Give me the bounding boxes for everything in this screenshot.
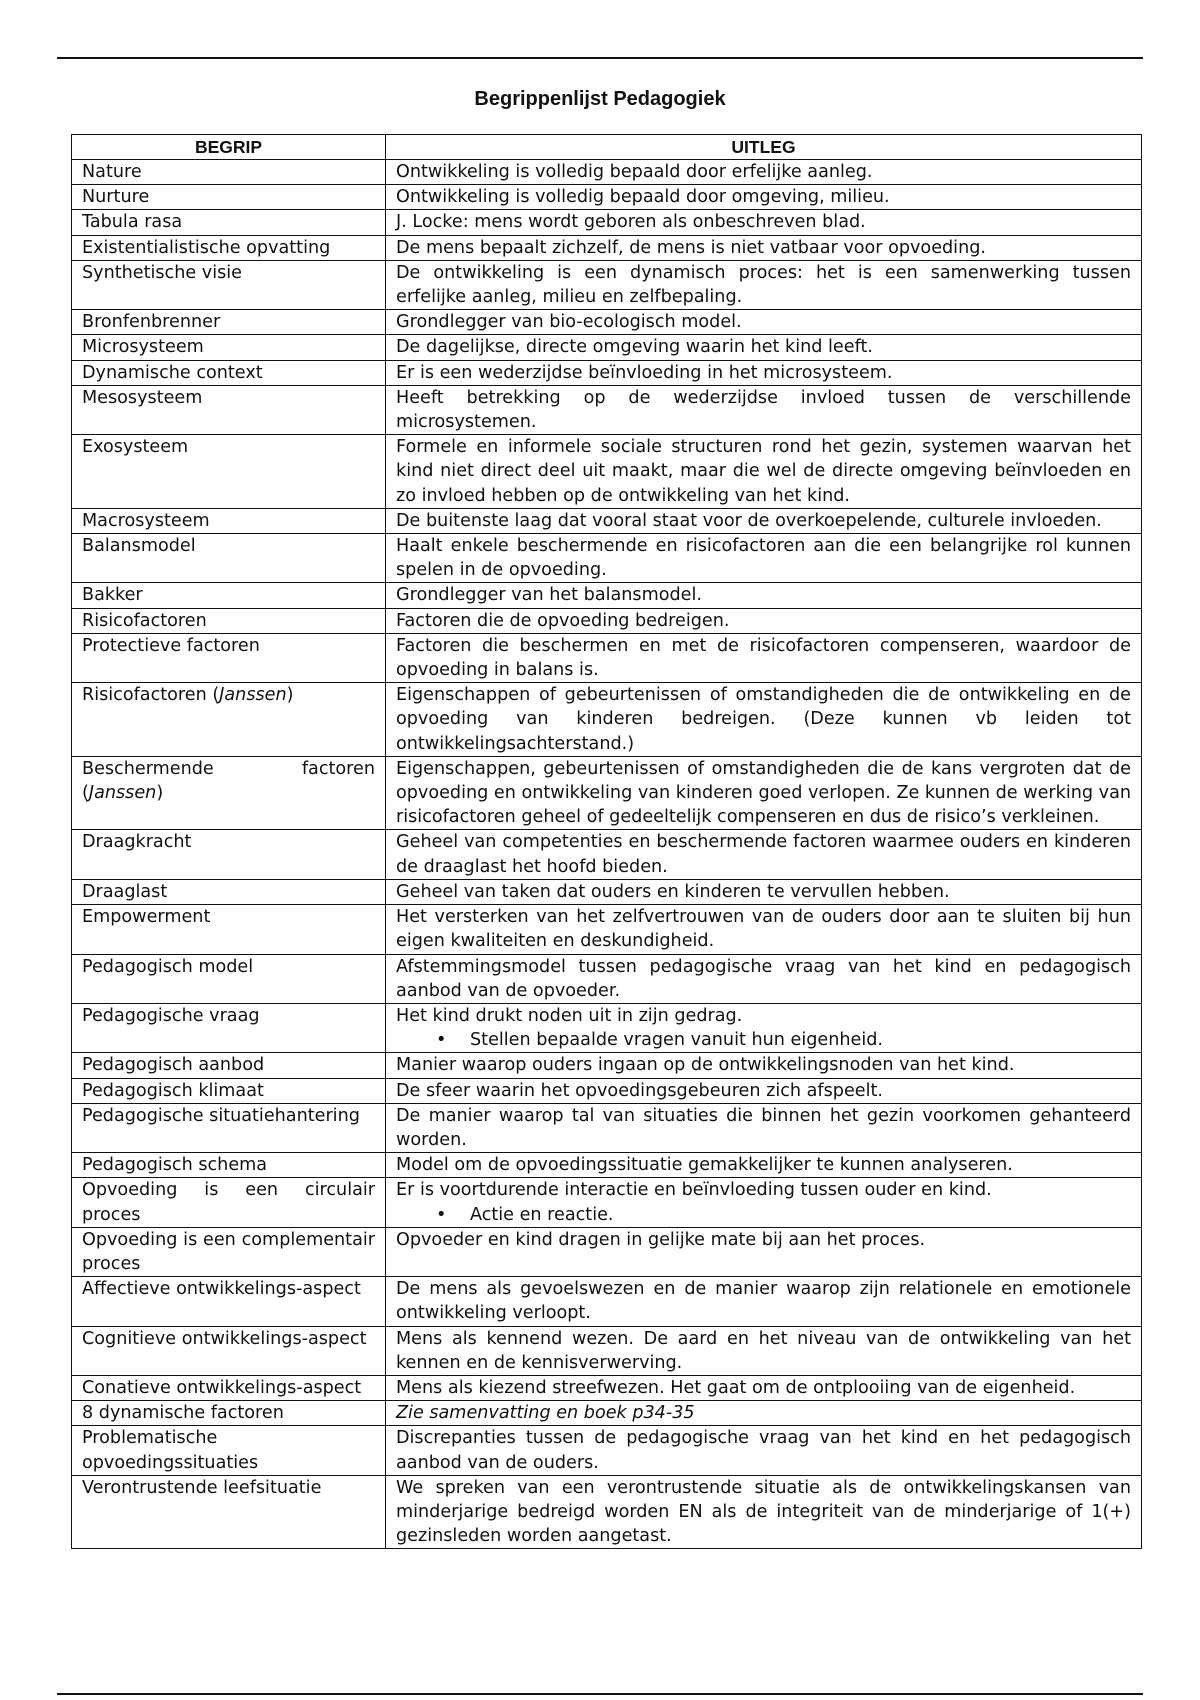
term-text: Conatieve ontwikkelings-aspect (82, 1377, 362, 1398)
table-row (72, 1426, 1142, 1475)
term-text: Protectieve factoren (82, 635, 260, 656)
table-row (72, 954, 1142, 1003)
explanation-cell (386, 260, 1142, 309)
term-text: Exosysteem (82, 437, 189, 458)
explanation-cell (386, 1053, 1142, 1078)
explanation-text: Formele en informele sociale structuren rond het gezin, systemen waarvan het kind niet direct deel uit maakt, maar die wel de directe omgeving beïnvloeden en zo invloed hebben op de ontwikkeling van het kind. (396, 437, 1131, 506)
table-row (72, 608, 1142, 633)
table-row (72, 1277, 1142, 1326)
term-text: Nature (82, 162, 142, 182)
bullet-list (396, 1203, 1131, 1227)
explanation-cell (386, 534, 1142, 583)
explanation-text: Eigenschappen, gebeurtenissen of omstandigheden die de kans vergroten dat de opvoeding en ontwikkeling van kinderen goed verlopen. Ze kunnen de werking van risicofactoren geheel of gedeeltelijk compenseren en dus de risico’s verkleinen. (396, 758, 1131, 828)
bullet-list (396, 1028, 1131, 1052)
explanation-text: Geheel van taken dat ouders en kinderen te vervullen hebben. (396, 881, 950, 902)
table-row (72, 1153, 1142, 1178)
term-cell (72, 905, 386, 954)
explanation-text: Factoren die de opvoeding bedreigen. (396, 610, 730, 631)
column-header-explanation: UITLEG (386, 135, 1142, 160)
explanation-text: Zie samenvatting en boek p34-35 (396, 1403, 695, 1424)
table-row (72, 1053, 1142, 1078)
term-cell (72, 1003, 386, 1052)
term-text: Synthetische visie (82, 262, 242, 283)
page-title: Begrippenlijst Pedagogiek (474, 88, 726, 110)
explanation-cell (386, 508, 1142, 533)
explanation-text: Discrepanties tussen de pedagogische vraag van het kind en het pedagogisch aanbod van de ouders. (396, 1428, 1131, 1473)
explanation-cell (386, 1426, 1142, 1475)
explanation-text: Mens als kennend wezen. De aard en het niveau van de ontwikkeling van het kennen en de kennisverwerving. (396, 1328, 1131, 1373)
term-text: Pedagogisch aanbod (82, 1055, 265, 1076)
term-cell (72, 633, 386, 682)
explanation-cell (386, 1078, 1142, 1103)
explanation-cell (386, 1153, 1142, 1178)
explanation-text: De mens bepaalt zichzelf, de mens is niet vatbaar voor opvoeding. (396, 237, 986, 258)
table-row (72, 335, 1142, 360)
term-text: Cognitieve ontwikkelings-aspect (82, 1328, 367, 1349)
term-text: Draagkracht (82, 832, 192, 853)
term-text: Balansmodel (82, 536, 196, 557)
explanation-text: Er is voortdurende interactie en beïnvloeding tussen ouder en kind. (396, 1180, 992, 1201)
explanation-cell (386, 210, 1142, 235)
table-row (72, 508, 1142, 533)
term-text: Pedagogische vraag (82, 1005, 260, 1026)
explanation-cell (386, 160, 1142, 185)
explanation-text: Opvoeder en kind dragen in gelijke mate bij aan het proces. (396, 1229, 926, 1250)
table-row (72, 830, 1142, 879)
glossary-body (72, 160, 1142, 1549)
explanation-cell (386, 756, 1142, 830)
explanation-text: Manier waarop ouders ingaan op de ontwikkelingsnoden van het kind. (396, 1055, 1015, 1076)
explanation-cell (386, 1227, 1142, 1276)
term-cell (72, 954, 386, 1003)
explanation-cell (386, 583, 1142, 608)
table-row (72, 633, 1142, 682)
column-header-term: BEGRIP (72, 135, 386, 160)
table-row (72, 260, 1142, 309)
table-row (72, 310, 1142, 335)
term-author: Janssen (219, 685, 287, 706)
explanation-text: Grondlegger van het balansmodel. (396, 585, 702, 606)
term-cell (72, 683, 386, 757)
term-cell (72, 260, 386, 309)
term-text: Draaglast (82, 881, 168, 902)
top-rule (57, 57, 1143, 59)
explanation-cell (386, 633, 1142, 682)
term-cell (72, 830, 386, 879)
explanation-text: De ontwikkeling is een dynamisch proces: het is een samenwerking tussen erfelijke aanleg, milieu en zelfbepaling. (396, 262, 1131, 308)
table-row (72, 683, 1142, 757)
term-text: Bronfenbrenner (82, 312, 221, 333)
explanation-text: Ontwikkeling is volledig bepaald door omgeving, milieu. (396, 187, 890, 208)
term-text: Tabula rasa (82, 212, 183, 233)
term-text: Macrosysteem (82, 510, 210, 531)
explanation-text: Het versterken van het zelfvertrouwen van de ouders door aan te sluiten bij hun eigen kwaliteiten en deskundigheid. (396, 907, 1131, 952)
explanation-cell (386, 335, 1142, 360)
explanation-cell (386, 360, 1142, 385)
table-row (72, 756, 1142, 830)
explanation-text: Model om de opvoedingssituatie gemakkelijker te kunnen analyseren. (396, 1155, 1013, 1176)
term-cell (72, 1153, 386, 1178)
explanation-text: We spreken van een verontrustende situatie als de ontwikkelingskansen van minderjarige bedreigd worden EN als de integriteit van de minderjarige of 1(+) gezinsleden worden aangetast. (396, 1477, 1131, 1547)
explanation-cell (386, 1375, 1142, 1400)
glossary-table (71, 134, 1142, 1549)
term-cell (72, 534, 386, 583)
term-text: Risicofactoren (82, 610, 207, 631)
table-row (72, 1003, 1142, 1052)
term-text: Opvoeding is een circulair proces (82, 1180, 375, 1225)
table-row (72, 235, 1142, 260)
term-text: Pedagogisch klimaat (82, 1080, 264, 1101)
explanation-cell (386, 1277, 1142, 1326)
bullet-item: • Actie en reactie. (470, 1203, 1131, 1227)
term-text: Nurture (82, 187, 150, 208)
explanation-cell (386, 310, 1142, 335)
term-cell (72, 435, 386, 509)
explanation-text: Heeft betrekking op de wederzijdse invloed tussen de verschillende microsystemen. (396, 387, 1131, 433)
term-cell (72, 508, 386, 533)
term-text: Empowerment (82, 907, 211, 928)
explanation-text: Het kind drukt noden uit in zijn gedrag. (396, 1005, 743, 1026)
term-author: Janssen (88, 783, 157, 804)
term-text: Pedagogische situatiehantering (82, 1105, 360, 1126)
explanation-text: De manier waarop tal van situaties die binnen het gezin voorkomen gehanteerd worden. (396, 1105, 1131, 1150)
table-row (72, 583, 1142, 608)
term-text: Dynamische context (82, 362, 263, 383)
explanation-text: Grondlegger van bio-ecologisch model. (396, 312, 742, 333)
table-row (72, 160, 1142, 185)
term-text: Opvoeding is een complementair proces (82, 1229, 375, 1274)
term-cell (72, 160, 386, 185)
explanation-text: J. Locke: mens wordt geboren als onbeschreven blad. (396, 212, 866, 233)
table-row (72, 360, 1142, 385)
explanation-cell (386, 1475, 1142, 1549)
term-cell (72, 385, 386, 434)
term-text: Risicofactoren ( (82, 685, 220, 706)
term-text: Mesosysteem (82, 387, 203, 408)
term-cell (72, 879, 386, 904)
term-cell (72, 1375, 386, 1400)
term-cell (72, 1078, 386, 1103)
explanation-cell (386, 1003, 1142, 1052)
explanation-cell (386, 235, 1142, 260)
term-suffix: ) (286, 685, 294, 706)
explanation-text: Eigenschappen of gebeurtenissen of omstandigheden die de ontwikkeling en de opvoeding van kinderen bedreigen. (Deze kunnen vb leiden tot ontwikkelingsachterstand.) (396, 685, 1131, 754)
term-cell (72, 1426, 386, 1475)
term-text: Problematische opvoedingssituaties (82, 1428, 259, 1473)
table-row (72, 879, 1142, 904)
explanation-cell (386, 1401, 1142, 1426)
term-text: Verontrustende leefsituatie (82, 1477, 322, 1498)
term-text: Affectieve ontwikkelings-aspect (82, 1279, 361, 1300)
header-row (72, 135, 1142, 160)
explanation-text: Geheel van competenties en beschermende factoren waarmee ouders en kinderen de draaglast het hoofd bieden. (396, 832, 1131, 877)
term-text: Pedagogisch model (82, 956, 254, 977)
term-cell (72, 583, 386, 608)
table-row (72, 1401, 1142, 1426)
table-row (72, 435, 1142, 509)
table-row (72, 1078, 1142, 1103)
table-row (72, 385, 1142, 434)
term-cell (72, 335, 386, 360)
explanation-text: Factoren die beschermen en met de risicofactoren compenseren, waardoor de opvoeding in balans is. (396, 635, 1131, 681)
table-row (72, 1227, 1142, 1276)
table-row (72, 905, 1142, 954)
explanation-text: Mens als kiezend streefwezen. Het gaat om de ontplooiing van de eigenheid. (396, 1377, 1076, 1398)
term-text: Beschermende factoren ( (82, 758, 375, 804)
term-cell (72, 1475, 386, 1549)
explanation-cell (386, 954, 1142, 1003)
table-row (72, 1326, 1142, 1375)
table-row (72, 534, 1142, 583)
table-row (72, 185, 1142, 210)
term-cell (72, 310, 386, 335)
explanation-cell (386, 385, 1142, 434)
explanation-cell (386, 1178, 1142, 1227)
table-row (72, 210, 1142, 235)
term-cell (72, 1401, 386, 1426)
term-cell (72, 1227, 386, 1276)
explanation-cell (386, 879, 1142, 904)
explanation-text: De buitenste laag dat vooral staat voor de overkoepelende, culturele invloeden. (396, 510, 1102, 531)
table-row (72, 1103, 1142, 1152)
table-row (72, 1178, 1142, 1227)
table-row (72, 1475, 1142, 1549)
term-cell (72, 1178, 386, 1227)
explanation-text: De sfeer waarin het opvoedingsgebeuren zich afspeelt. (396, 1080, 883, 1101)
term-cell (72, 1277, 386, 1326)
term-suffix: ) (156, 783, 164, 804)
explanation-cell (386, 608, 1142, 633)
term-cell (72, 756, 386, 830)
term-cell (72, 210, 386, 235)
term-cell (72, 608, 386, 633)
table-row (72, 1375, 1142, 1400)
term-cell (72, 1103, 386, 1152)
term-text: Bakker (82, 585, 143, 606)
explanation-cell (386, 683, 1142, 757)
term-text: Existentialistische opvatting (82, 237, 331, 258)
explanation-text: De dagelijkse, directe omgeving waarin het kind leeft. (396, 337, 873, 358)
term-cell (72, 360, 386, 385)
explanation-cell (386, 185, 1142, 210)
explanation-text: De mens als gevoelswezen en de manier waarop zijn relationele en emotionele ontwikkeling verloopt. (396, 1279, 1131, 1324)
bottom-rule (57, 1693, 1143, 1695)
explanation-text: Afstemmingsmodel tussen pedagogische vraag van het kind en pedagogisch aanbod van de opvoeder. (396, 956, 1131, 1001)
explanation-cell (386, 1103, 1142, 1152)
explanation-text: Ontwikkeling is volledig bepaald door erfelijke aanleg. (396, 162, 873, 182)
explanation-cell (386, 905, 1142, 954)
explanation-cell (386, 435, 1142, 509)
term-cell (72, 1053, 386, 1078)
term-cell (72, 235, 386, 260)
term-cell (72, 185, 386, 210)
term-text: Pedagogisch schema (82, 1155, 268, 1176)
explanation-text: Er is een wederzijdse beïnvloeding in het microsysteem. (396, 362, 893, 383)
term-text: 8 dynamische factoren (82, 1403, 284, 1424)
term-cell (72, 1326, 386, 1375)
explanation-text: Haalt enkele beschermende en risicofactoren aan die een belangrijke rol kunnen spelen in de opvoeding. (396, 536, 1131, 581)
explanation-cell (386, 830, 1142, 879)
explanation-cell (386, 1326, 1142, 1375)
bullet-item: • Stellen bepaalde vragen vanuit hun eigenheid. (470, 1028, 1131, 1052)
term-text: Microsysteem (82, 337, 204, 358)
